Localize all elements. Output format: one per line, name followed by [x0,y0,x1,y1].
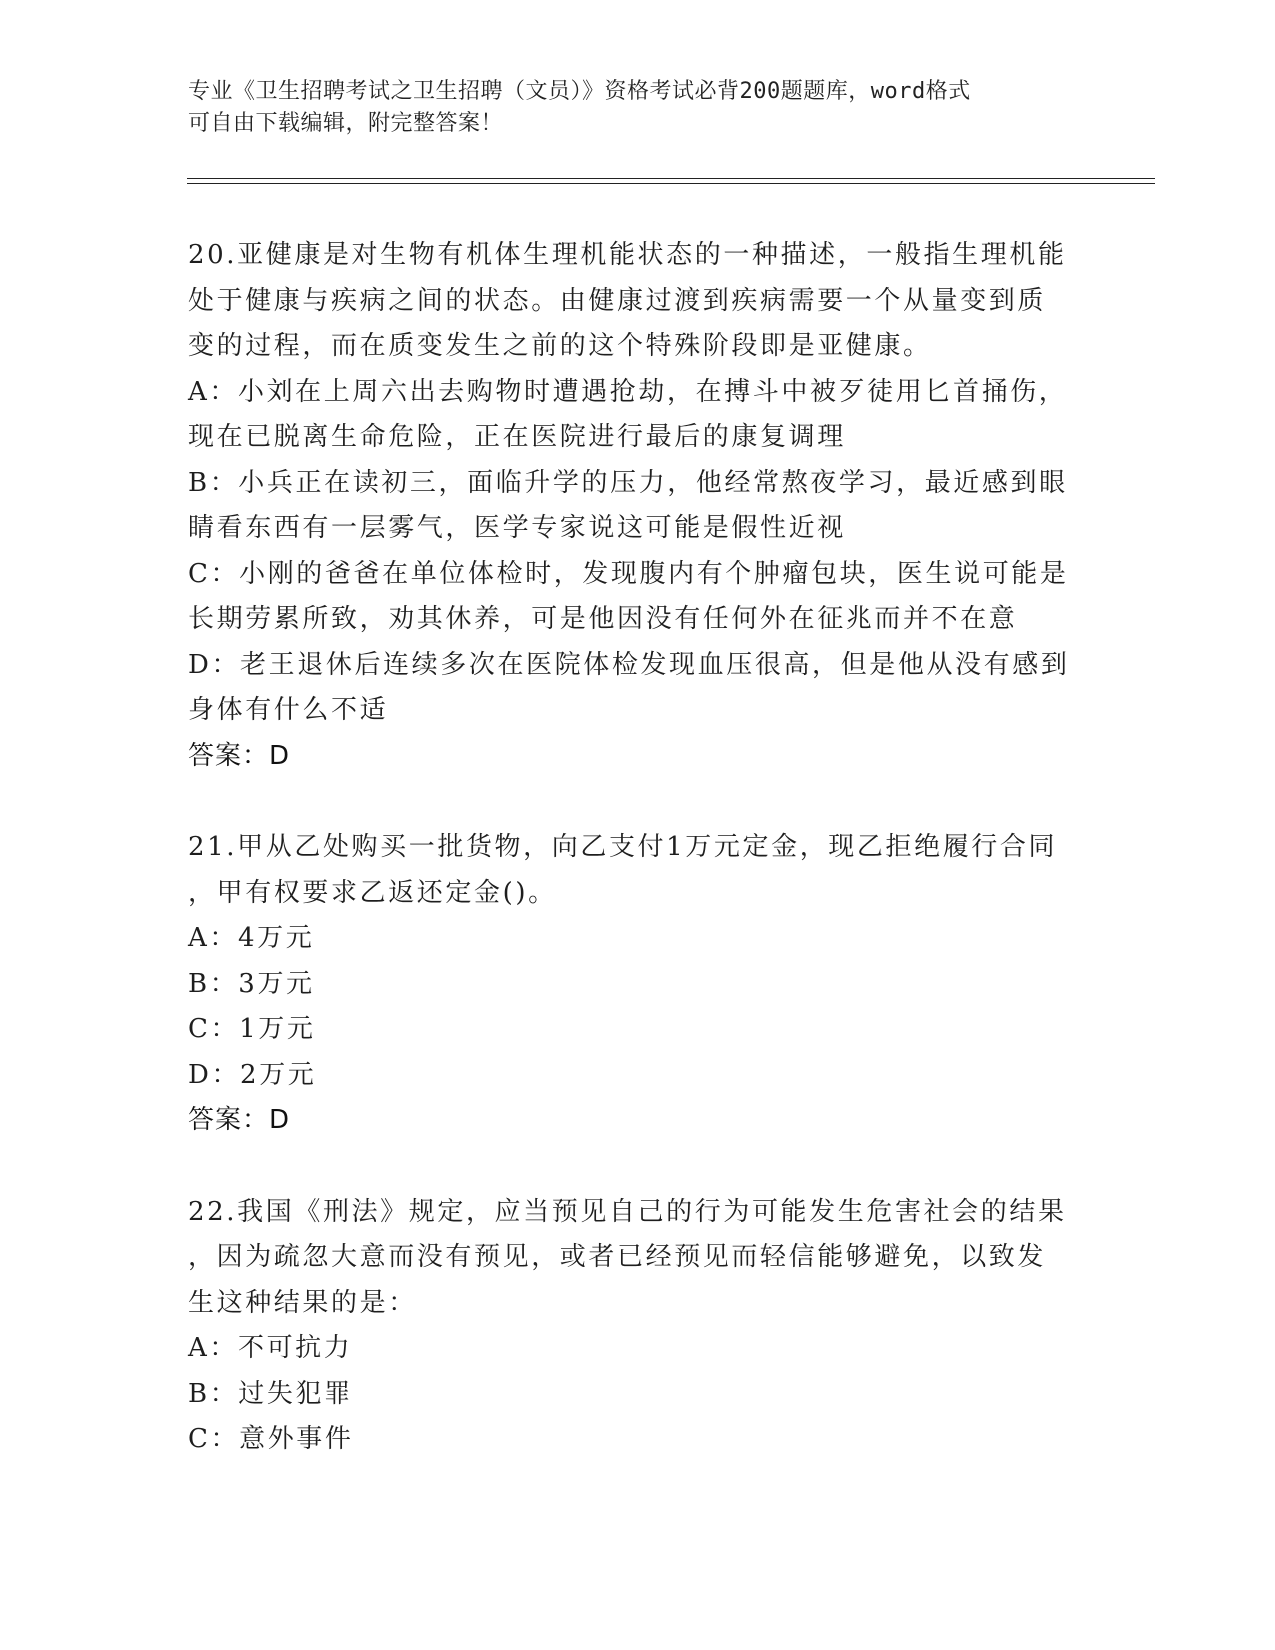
question-stem-line: ，甲有权要求乙返还定金()。 [188,877,557,908]
header-divider [187,183,1155,184]
option-line: B：小兵正在读初三，面临升学的压力，他经常熬夜学习，最近感到眼 [188,467,1068,498]
answer-line: 答案：D [188,740,291,771]
answer-line: 答案：D [188,1105,291,1135]
question-list [188,233,1088,1509]
question-stem-line: 21.甲从乙处购买一批货物，向乙支付1万元定金，现乙拒绝履行合同 [188,832,1058,862]
option-line: 长期劳累所致，劝其休养，可是他因没有任何外在征兆而并不在意 [188,604,1018,634]
option-line: D：老王退休后连续多次在医院体检发现血压很高，但是他从没有感到 [188,649,1070,680]
option-c: C：意外事件 [188,1424,354,1454]
option-line: 现在已脱离生命危险，正在医院进行最后的康复调理 [188,422,846,452]
option-b [188,461,1088,552]
option-b: B：过失犯罪 [188,1378,353,1409]
question-stem-line: 22.我国《刑法》规定，应当预见自己的行为可能发生危害社会的结果 [188,1196,1067,1227]
option-a: A：不可抗力 [188,1333,353,1363]
question-stem-line: 变的过程，而在质变发生之前的这个特殊阶段即是亚健康。 [188,331,932,361]
header-divider [187,178,1155,179]
option-a [188,370,1088,461]
question-22 [188,1190,1088,1463]
question-20 [188,233,1088,779]
header-line: 专业《卫生招聘考试之卫生招聘（文员）》资格考试必背200题题库，word格式 [188,79,971,104]
option-c: C：1万元 [188,1014,316,1044]
option-d [188,643,1088,734]
option-line: 身体有什么不适 [188,695,389,725]
question-stem-line: 20.亚健康是对生物有机体生理机能状态的一种描述，一般指生理机能 [188,240,1067,270]
question-stem-line: 生这种结果的是： [188,1287,417,1318]
option-line: 睛看东西有一层雾气，医学专家说这可能是假性近视 [188,513,846,543]
option-a: A：4万元 [188,923,315,953]
option-line: A：小刘在上周六出去购物时遭遇抢劫，在搏斗中被歹徒用匕首捅伤， [188,376,1068,407]
question-stem-line: 处于健康与疾病之间的状态。由健康过渡到疾病需要一个从量变到质 [188,285,1047,316]
option-line: C：小刚的爸爸在单位体检时，发现腹内有个肿瘤包块，医生说可能是 [188,558,1069,589]
option-b: B：3万元 [188,968,315,999]
question-21 [188,825,1088,1144]
document-header [188,76,1068,140]
header-line: 可自由下载编辑，附完整答案！ [188,111,504,136]
question-stem-line: ，因为疏忽大意而没有预见，或者已经预见而轻信能够避免，以致发 [188,1242,1047,1272]
option-c [188,552,1088,643]
option-d: D：2万元 [188,1059,317,1090]
